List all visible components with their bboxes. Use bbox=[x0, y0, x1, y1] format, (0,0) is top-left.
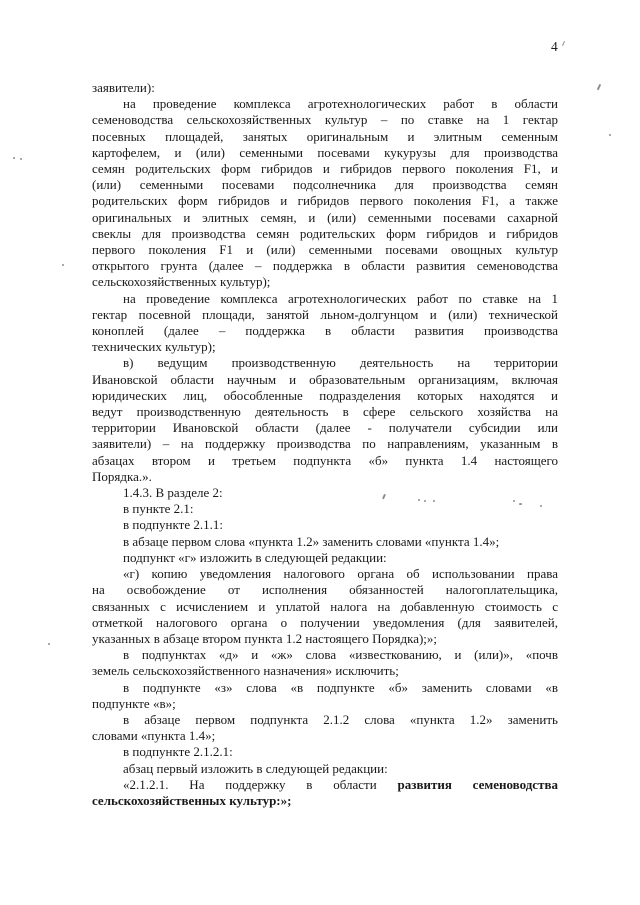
text-segment: «2.1.2.1. На поддержку в области bbox=[123, 776, 398, 792]
text-line: картофелем, и (или) семенными посевами кукурузы для производства bbox=[92, 144, 558, 160]
scan-artifact bbox=[13, 157, 15, 159]
text-line: в пункте 2.1: bbox=[123, 501, 194, 517]
text-line: заявители) – на поддержку производства по направлениям, указанным в bbox=[92, 436, 558, 452]
text-line: 1.4.3. В разделе 2: bbox=[123, 485, 223, 501]
text-line: на проведение комплекса агротехнологических работ по ставке на 1 bbox=[123, 290, 558, 306]
text-line: свеклы для производства семян родительских форм гибридов и гибридов bbox=[92, 225, 558, 241]
text-line: в подпунктах «д» и «ж» слова «известкованию, и (или)», «почв bbox=[123, 647, 558, 663]
page-number: 4 bbox=[551, 39, 559, 54]
text-line: Ивановской области научным и образовательным организациям, включая bbox=[92, 371, 558, 387]
text-line: гектар посевной площади, занятой льном-долгунцом и (или) технической bbox=[92, 306, 558, 322]
text-line: абзацах втором и третьем подпункта «б» пункта 1.4 настоящего bbox=[92, 452, 558, 468]
text-line: открытого грунта (далее – поддержка в области развития семеноводства bbox=[92, 258, 558, 274]
scan-artifact bbox=[609, 134, 611, 136]
text-line: Порядка.». bbox=[92, 468, 152, 484]
text-line: «г) копию уведомления налогового органа об использовании права bbox=[123, 566, 558, 582]
text-line: коноплей (далее – поддержка в области развития производства bbox=[92, 323, 558, 339]
text-line: земель сельскохозяйственного назначения» исключить; bbox=[92, 663, 399, 679]
document-text bbox=[92, 80, 558, 809]
text-line: первого поколения F1 и (или) семенными посевами овощных культур bbox=[92, 242, 558, 258]
text-line: абзац первый изложить в следующей редакции: bbox=[123, 760, 388, 776]
text-line: семеноводства сельскохозяйственных культур – по ставке на 1 гектар bbox=[92, 112, 558, 128]
scan-artifact bbox=[62, 264, 64, 266]
text-line: территории Ивановской области (далее - получатели субсидии или bbox=[92, 420, 558, 436]
text-line: в подпункте «з» слова «в подпункте «б» заменить словами «в bbox=[123, 679, 558, 695]
emphasized-text: сельскохозяйственных культур:»; bbox=[92, 792, 292, 808]
text-line: на проведение комплекса агротехнологических работ в области bbox=[123, 96, 558, 112]
text-line: родительских форм гибридов и гибридов первого поколения F1, а также bbox=[92, 193, 558, 209]
text-line bbox=[92, 777, 558, 793]
text-line: отметкой налогового органа о получении уведомления (для заявителей, bbox=[92, 614, 558, 630]
text-line: юридических лиц, обособленные подразделения которых находятся и bbox=[92, 387, 558, 403]
emphasized-text: развития семеноводства bbox=[397, 776, 558, 792]
text-line: на освобождение от исполнения обязанностей налогоплательщика, bbox=[92, 582, 558, 598]
text-line: ведут производственную деятельность в сфере сельского хозяйства на bbox=[92, 404, 558, 420]
text-line: посевных площадей, занятых оригинальным и элитным семенным bbox=[92, 128, 558, 144]
text-line: в) ведущим производственную деятельность на территории bbox=[123, 355, 558, 371]
text-line: в подпункте 2.1.1: bbox=[123, 517, 223, 533]
text-line: заявители): bbox=[92, 80, 155, 95]
text-line: связанных с исчислением и уплатой налога на добавленную стоимость с bbox=[92, 598, 558, 614]
text-line: технических культур); bbox=[92, 339, 216, 355]
text-line: (или) семенными посевами подсолнечника для производства семян bbox=[92, 177, 558, 193]
text-line: оригинальных и элитных семян, и (или) семенными посевами сахарной bbox=[92, 209, 558, 225]
text-line: в абзаце первом слова «пункта 1.2» заменить словами «пункта 1.4»; bbox=[123, 533, 500, 549]
text-line: в абзаце первом подпункта 2.1.2 слова «пункта 1.2» заменить bbox=[123, 711, 558, 727]
text-line: в подпункте 2.1.2.1: bbox=[123, 744, 233, 760]
text-line: словами «пункта 1.4»; bbox=[92, 728, 216, 744]
text-line: подпункт «г» изложить в следующей редакции: bbox=[123, 549, 387, 565]
scan-artifact bbox=[48, 643, 50, 645]
text-line bbox=[92, 793, 558, 809]
scan-artifact bbox=[562, 41, 565, 46]
text-line: сельскохозяйственных культур); bbox=[92, 274, 271, 290]
text-line: указанных в абзаце втором пункта 1.2 настоящего Порядка);»; bbox=[92, 630, 438, 646]
scan-artifact bbox=[597, 84, 601, 90]
text-line: семян родительских форм гибридов и гибридов первого поколения F1, и bbox=[92, 161, 558, 177]
scan-artifact bbox=[20, 158, 22, 160]
text-line: подпункте «в»; bbox=[92, 695, 176, 711]
